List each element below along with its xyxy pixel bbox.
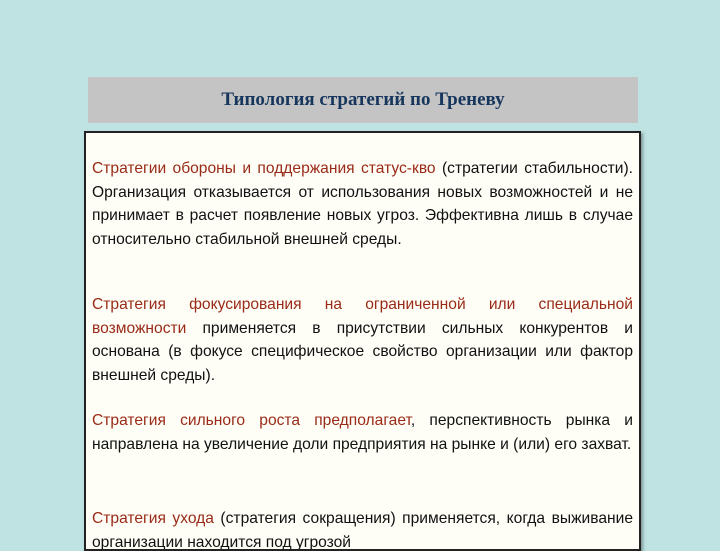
paragraph-highlight: Стратегия ухода	[92, 510, 214, 527]
paragraph-text: применяется в присутствии сильных конкурентов и основана (в фокусе специфическое свойство организации или фактор внешней среды).	[92, 319, 633, 384]
paragraph-text: (стратегия сокращения) применяется, когда выживание организации находится под угрозой	[92, 510, 633, 551]
slide-title-bar	[88, 77, 638, 123]
paragraph-text: (стратегии стабильности). Организация отказывается от использования новых возможностей и не принимает в расчет появление новых угроз. Эффективна лишь в случае относительно стабильной внешней среды.	[92, 160, 633, 248]
paragraph-defense-strategy	[92, 157, 633, 251]
paragraph-highlight: Стратегии обороны и поддержания статус-кво	[92, 160, 436, 177]
paragraph-text: , перспективность рынка и направлена на увеличение доли предприятия на рынке и (или) его захват.	[92, 412, 633, 453]
paragraph-focus-strategy	[92, 293, 633, 387]
paragraph-exit-strategy	[92, 507, 633, 551]
paragraph-growth-strategy	[92, 409, 633, 456]
slide-title: Типология стратегий по Треневу	[221, 89, 505, 110]
paragraph-highlight: Стратегия фокусирования на ограниченной или специальной возможности	[92, 296, 633, 337]
paragraph-highlight: Стратегия сильного роста предполагает	[92, 412, 411, 429]
content-box	[84, 131, 641, 551]
